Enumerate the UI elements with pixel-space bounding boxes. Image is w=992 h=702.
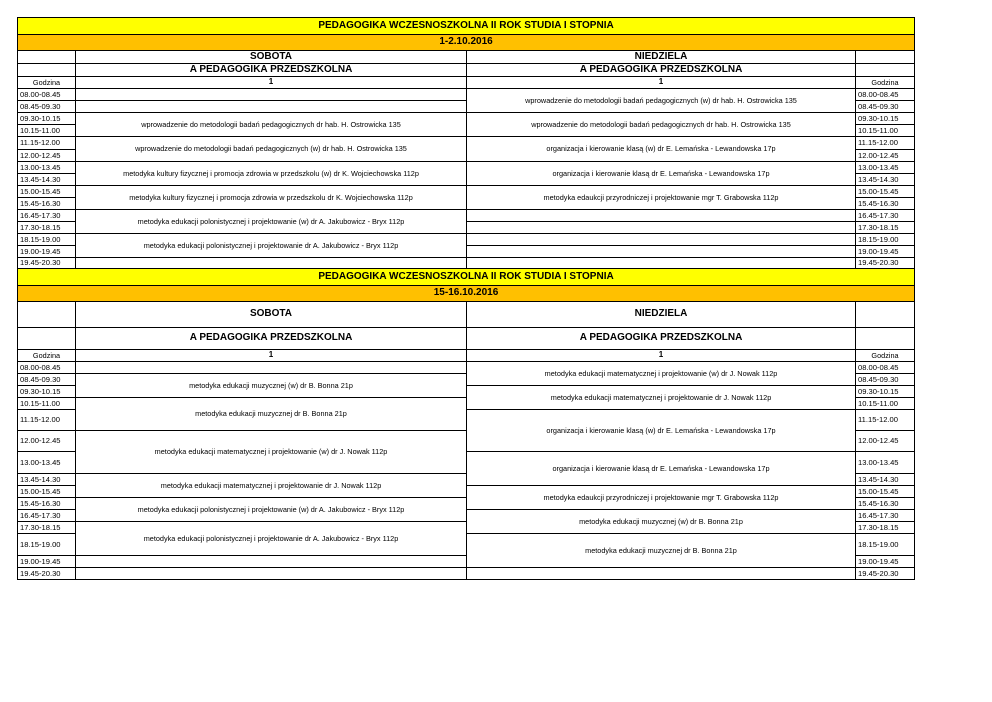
class-saturday: [76, 101, 467, 113]
hour-label-right: 17.30-18.15: [856, 222, 915, 234]
hour-header-left: Godzina: [18, 77, 76, 89]
hour-row: [18, 162, 915, 174]
hour-label-left: 08.45-09.30: [18, 101, 76, 113]
class-saturday: [76, 89, 467, 101]
hour-label-left: 12.00-12.45: [18, 150, 76, 162]
hour-label-right: 09.30-10.15: [856, 386, 915, 398]
hour-label-left: 16.45-17.30: [18, 210, 76, 222]
class-saturday: metodyka kultury fizycznej i promocja zdrowia w przedszkolu (w) dr K. Wojciechowska 112p: [76, 162, 467, 186]
class-sunday: metodyka edukacji muzycznej dr B. Bonna 21p: [467, 534, 856, 568]
group-saturday: A PEDAGOGIKA PRZEDSZKOLNA: [76, 64, 467, 77]
hour-row: [18, 258, 915, 269]
schedule-table: [17, 17, 915, 580]
column-number-saturday: 1: [76, 77, 467, 89]
class-saturday: [76, 568, 467, 580]
class-sunday: [467, 234, 856, 246]
hour-label-right: 19.45-20.30: [856, 568, 915, 580]
class-sunday: [467, 258, 856, 269]
empty-cell: [18, 302, 76, 328]
hour-label-left: 15.45-16.30: [18, 198, 76, 210]
class-sunday: wprowadzenie do metodologii badań pedagogicznych (w) dr hab. H. Ostrowicka 135: [467, 89, 856, 113]
class-saturday: metodyka edukacji muzycznej dr B. Bonna 21p: [76, 398, 467, 431]
group-sunday: A PEDAGOGIKA PRZEDSZKOLNA: [467, 64, 856, 77]
empty-cell: [856, 328, 915, 350]
class-sunday: metodyka edukacji muzycznej (w) dr B. Bonna 21p: [467, 510, 856, 534]
class-saturday: metodyka kultury fizycznej i promocja zdrowia w przedszkolu dr K. Wojciechowska 112p: [76, 186, 467, 210]
date-range: 1-2.10.2016: [18, 35, 915, 51]
class-sunday: [467, 222, 856, 234]
hour-label-right: 11.15-12.00: [856, 137, 915, 150]
day-saturday: SOBOTA: [76, 302, 467, 328]
hour-label-left: 17.30-18.15: [18, 522, 76, 534]
hour-label-left: 18.15-19.00: [18, 534, 76, 556]
hour-row: [18, 362, 915, 374]
hour-label-right: 08.45-09.30: [856, 374, 915, 386]
hour-label-right: 19.00-19.45: [856, 246, 915, 258]
hour-label-left: 13.45-14.30: [18, 174, 76, 186]
hour-label-left: 08.00-08.45: [18, 89, 76, 101]
empty-cell: [18, 328, 76, 350]
title-row: [18, 18, 915, 35]
hour-label-right: 11.15-12.00: [856, 410, 915, 431]
hour-label-right: 18.15-19.00: [856, 534, 915, 556]
hour-label-right: 15.00-15.45: [856, 486, 915, 498]
hour-label-right: 08.00-08.45: [856, 89, 915, 101]
schedule-sheet: [17, 17, 914, 580]
class-saturday: [76, 258, 467, 269]
column-number-sunday: 1: [467, 350, 856, 362]
class-sunday: organizacja i kierowanie klasą (w) dr E. Lemańska - Lewandowska 17p: [467, 410, 856, 452]
class-sunday: metodyka edukacji matematycznej i projektowanie (w) dr J. Nowak 112p: [467, 362, 856, 386]
hour-label-left: 09.30-10.15: [18, 386, 76, 398]
hour-label-left: 13.00-13.45: [18, 452, 76, 474]
hour-label-right: 13.45-14.30: [856, 474, 915, 486]
hour-label-right: 15.45-16.30: [856, 198, 915, 210]
hour-label-left: 18.15-19.00: [18, 234, 76, 246]
class-sunday: [467, 568, 856, 580]
day-sunday: NIEDZIELA: [467, 302, 856, 328]
dates-row: [18, 286, 915, 302]
hour-label-right: 15.00-15.45: [856, 186, 915, 198]
day-row: [18, 51, 915, 64]
group-sunday: A PEDAGOGIKA PRZEDSZKOLNA: [467, 328, 856, 350]
empty-cell: [18, 51, 76, 64]
empty-cell: [856, 51, 915, 64]
empty-cell: [18, 64, 76, 77]
schedule-body: [18, 18, 915, 580]
hour-row: [18, 210, 915, 222]
column-number-saturday: 1: [76, 350, 467, 362]
hour-row: [18, 89, 915, 101]
day-row: [18, 302, 915, 328]
hour-label-left: 19.00-19.45: [18, 556, 76, 568]
class-sunday: [467, 210, 856, 222]
hour-label-left: 19.45-20.30: [18, 258, 76, 269]
hour-header-right: Godzina: [856, 77, 915, 89]
hour-label-left: 15.45-16.30: [18, 498, 76, 510]
class-sunday: metodyka edukacji matematycznej i projektowanie dr J. Nowak 112p: [467, 386, 856, 410]
hour-label-left: 10.15-11.00: [18, 398, 76, 410]
hour-label-left: 08.00-08.45: [18, 362, 76, 374]
group-row: [18, 64, 915, 77]
date-range: 15-16.10.2016: [18, 286, 915, 302]
class-saturday: metodyka edukacji polonistycznej i projektowanie (w) dr A. Jakubowicz - Bryx 112p: [76, 210, 467, 234]
hour-label-left: 11.15-12.00: [18, 137, 76, 150]
class-saturday: metodyka edukacji matematycznej i projektowanie (w) dr J. Nowak 112p: [76, 431, 467, 474]
class-sunday: wprowadzenie do metodologii badań pedagogicznych dr hab. H. Ostrowicka 135: [467, 113, 856, 137]
hour-label-right: 13.00-13.45: [856, 452, 915, 474]
hour-label-right: 08.00-08.45: [856, 362, 915, 374]
class-saturday: [76, 556, 467, 568]
hour-label-left: 17.30-18.15: [18, 222, 76, 234]
hour-label-right: 13.00-13.45: [856, 162, 915, 174]
schedule-title: PEDAGOGIKA WCZESNOSZKOLNA II ROK STUDIA I STOPNIA: [18, 18, 915, 35]
hour-label-left: 12.00-12.45: [18, 431, 76, 452]
hour-label-right: 16.45-17.30: [856, 210, 915, 222]
class-saturday: metodyka edukacji polonistycznej i projektowanie (w) dr A. Jakubowicz - Bryx 112p: [76, 498, 467, 522]
hour-label-left: 16.45-17.30: [18, 510, 76, 522]
hour-label-right: 10.15-11.00: [856, 398, 915, 410]
hour-label-right: 19.00-19.45: [856, 556, 915, 568]
class-saturday: metodyka edukacji matematycznej i projektowanie dr J. Nowak 112p: [76, 474, 467, 498]
hour-label-right: 17.30-18.15: [856, 522, 915, 534]
class-saturday: metodyka edukacji polonistycznej i projektowanie dr A. Jakubowicz - Bryx 112p: [76, 234, 467, 258]
hour-label-left: 13.00-13.45: [18, 162, 76, 174]
class-sunday: metodyka edaukcji przyrodniczej i projektowanie mgr T. Grabowska 112p: [467, 186, 856, 210]
dates-row: [18, 35, 915, 51]
hour-label-left: 13.45-14.30: [18, 474, 76, 486]
class-saturday: metodyka edukacji muzycznej (w) dr B. Bonna 21p: [76, 374, 467, 398]
empty-cell: [856, 64, 915, 77]
schedule-title: PEDAGOGIKA WCZESNOSZKOLNA II ROK STUDIA I STOPNIA: [18, 269, 915, 286]
hour-label-left: 10.15-11.00: [18, 125, 76, 137]
day-saturday: SOBOTA: [76, 51, 467, 64]
column-number-sunday: 1: [467, 77, 856, 89]
hour-header-right: Godzina: [856, 350, 915, 362]
class-sunday: organizacja i kierowanie klasą (w) dr E. Lemańska - Lewandowska 17p: [467, 137, 856, 162]
hour-label-right: 16.45-17.30: [856, 510, 915, 522]
hour-label-left: 15.00-15.45: [18, 486, 76, 498]
empty-cell: [856, 302, 915, 328]
hour-row: [18, 568, 915, 580]
group-row: [18, 328, 915, 350]
group-saturday: A PEDAGOGIKA PRZEDSZKOLNA: [76, 328, 467, 350]
hour-label-left: 11.15-12.00: [18, 410, 76, 431]
hour-row: [18, 137, 915, 150]
class-sunday: [467, 246, 856, 258]
hour-row: [18, 234, 915, 246]
hour-label-left: 08.45-09.30: [18, 374, 76, 386]
class-sunday: organizacja i kierowanie klasą dr E. Lemańska - Lewandowska 17p: [467, 162, 856, 186]
hour-label-left: 15.00-15.45: [18, 186, 76, 198]
hour-row: [18, 186, 915, 198]
hour-label-right: 09.30-10.15: [856, 113, 915, 125]
hour-label-right: 12.00-12.45: [856, 150, 915, 162]
class-saturday: metodyka edukacji polonistycznej i projektowanie dr A. Jakubowicz - Bryx 112p: [76, 522, 467, 556]
title-row: [18, 269, 915, 286]
hour-label-right: 08.45-09.30: [856, 101, 915, 113]
hour-label-right: 12.00-12.45: [856, 431, 915, 452]
hour-label-left: 19.45-20.30: [18, 568, 76, 580]
column-header-row: [18, 350, 915, 362]
hour-label-right: 13.45-14.30: [856, 174, 915, 186]
hour-label-left: 09.30-10.15: [18, 113, 76, 125]
hour-header-left: Godzina: [18, 350, 76, 362]
class-saturday: [76, 362, 467, 374]
hour-label-right: 18.15-19.00: [856, 234, 915, 246]
hour-label-right: 10.15-11.00: [856, 125, 915, 137]
class-sunday: organizacja i kierowanie klasą dr E. Lemańska - Lewandowska 17p: [467, 452, 856, 486]
column-header-row: [18, 77, 915, 89]
hour-row: [18, 113, 915, 125]
class-sunday: metodyka edaukcji przyrodniczej i projektowanie mgr T. Grabowska 112p: [467, 486, 856, 510]
day-sunday: NIEDZIELA: [467, 51, 856, 64]
hour-label-right: 15.45-16.30: [856, 498, 915, 510]
class-saturday: wprowadzenie do metodologii badań pedagogicznych dr hab. H. Ostrowicka 135: [76, 113, 467, 137]
class-saturday: wprowadzenie do metodologii badań pedagogicznych (w) dr hab. H. Ostrowicka 135: [76, 137, 467, 162]
hour-label-right: 19.45-20.30: [856, 258, 915, 269]
hour-label-left: 19.00-19.45: [18, 246, 76, 258]
